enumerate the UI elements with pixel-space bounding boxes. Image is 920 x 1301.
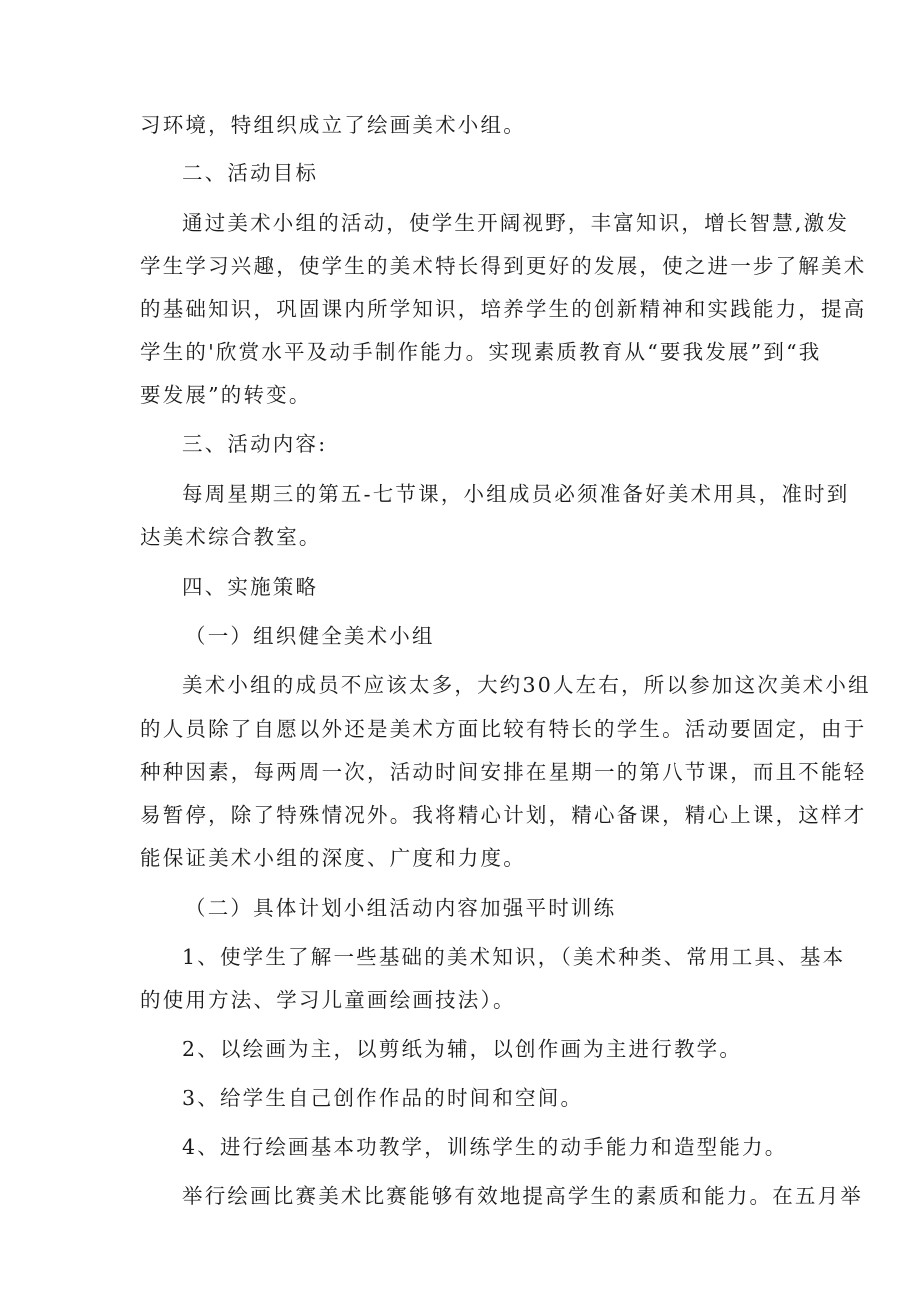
paragraph-line: 通过美术小组的活动，使学生开阔视野，丰富知识，增长智慧,激发 xyxy=(182,211,850,235)
paragraph-line: 能保证美术小组的深度、广度和力度。 xyxy=(140,846,526,870)
list-item-2: 2、以绘画为主，以剪纸为辅，以创作画为主进行教学。 xyxy=(182,1037,743,1061)
paragraph-line: 达美术综合教室。 xyxy=(140,525,322,549)
section-heading-goals: 二、活动目标 xyxy=(182,161,319,185)
paragraph-line: 每周星期三的第五-七节课，小组成员必须准备好美术用具，准时到 xyxy=(182,482,850,506)
list-item-1-continuation: 的使用方法、学习儿童画绘画技法）。 xyxy=(140,988,516,1012)
paragraph-line: 的人员除了自愿以外还是美术方面比较有特长的学生。活动要固定，由于 xyxy=(140,717,867,741)
list-item-1: 1、使学生了解一些基础的美术知识，（美术种类、常用工具、基本 xyxy=(182,945,846,969)
list-item-4: 4、进行绘画基本功教学，训练学生的动手能力和造型能力。 xyxy=(182,1135,788,1159)
paragraph-continuation: 习环境，特组织成立了绘画美术小组。 xyxy=(140,113,526,137)
paragraph-line: 美术小组的成员不应该太多，大约30人左右，所以参加这次美术小组 xyxy=(182,673,871,697)
list-item-3: 3、给学生自己创作作品的时间和空间。 xyxy=(182,1086,584,1110)
paragraph-line: 学生学习兴趣，使学生的美术特长得到更好的发展，使之进一步了解美术 xyxy=(140,254,867,278)
paragraph-line: 学生的'欣赏水平及动手制作能力。实现素质教育从“要我发展”到“我 xyxy=(140,340,822,364)
paragraph-line: 的基础知识，巩固课内所学知识，培养学生的创新精神和实践能力，提高 xyxy=(140,297,867,321)
paragraph-line: 种种因素，每两周一次，活动时间安排在星期一的第八节课，而且不能轻 xyxy=(140,760,867,784)
paragraph-line: 易暂停，除了特殊情况外。我将精心计划，精心备课，精心上课，这样才 xyxy=(140,803,867,827)
paragraph-line: 举行绘画比赛美术比赛能够有效地提高学生的素质和能力。在五月举 xyxy=(182,1184,863,1208)
section-heading-content: 三、活动内容: xyxy=(182,432,328,456)
section-heading-strategy: 四、实施策略 xyxy=(182,575,319,599)
subsection-heading-1: （一）组织健全美术小组 xyxy=(185,624,435,648)
subsection-heading-2: （二）具体计划小组活动内容加强平时训练 xyxy=(185,896,617,920)
paragraph-line: 要发展”的转变。 xyxy=(140,383,312,407)
